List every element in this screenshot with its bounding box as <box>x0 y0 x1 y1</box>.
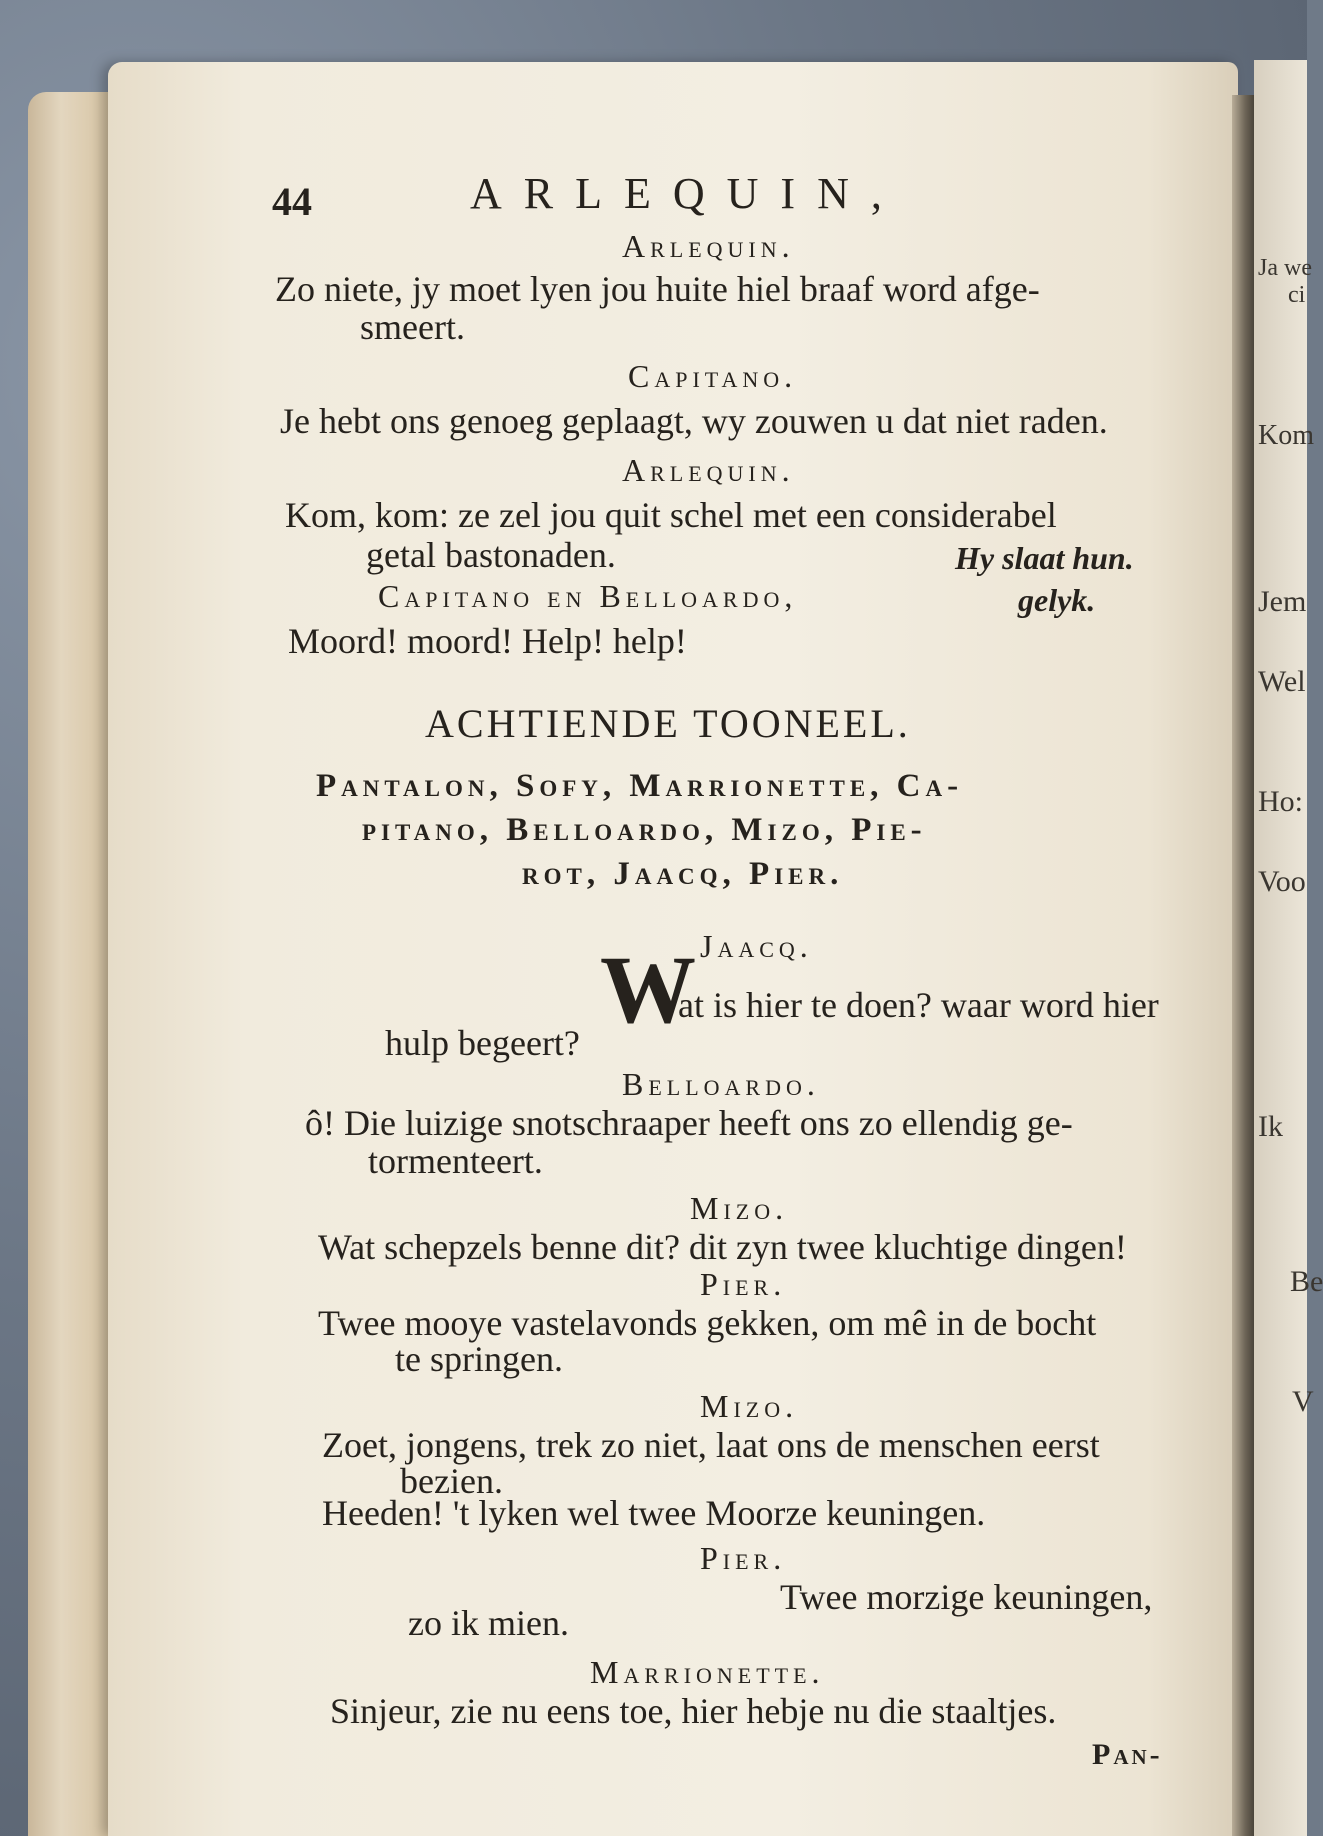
facing-page-fragment: Jem <box>1258 585 1307 618</box>
speaker-name: Jaacq. <box>700 928 813 964</box>
speaker-name: Capitano. <box>628 358 798 394</box>
speaker-name: Pier. <box>700 1266 787 1302</box>
dialogue-line: Sinjeur, zie nu eens toe, hier hebje nu die staaltjes. <box>330 1691 1057 1731</box>
running-head: ARLEQUIN, <box>470 169 904 218</box>
speaker-name: Capitano en Belloardo, <box>378 578 798 614</box>
dialogue-line: Zo niete, jy moet lyen jou huite hiel braaf word afge- <box>275 269 1040 309</box>
dialogue-line: Twee morzige keuningen, <box>780 1577 1153 1617</box>
scene-heading: ACHTIENDE TOONEEL. <box>425 701 911 746</box>
speaker-name: Mizo. <box>700 1388 799 1424</box>
stage-direction: Hy slaat hun. <box>955 540 1134 576</box>
cast-list-line: pitano, Belloardo, Mizo, Pie- <box>362 812 927 848</box>
dialogue-line: Twee mooye vastelavonds gekken, om mê in de bocht <box>318 1303 1097 1343</box>
dialogue-line: getal bastonaden. <box>366 535 616 575</box>
facing-page-fragment: Ik <box>1258 1110 1283 1143</box>
facing-page-fragment: Voo <box>1258 865 1306 898</box>
facing-page-fragment: ci <box>1288 282 1306 308</box>
dialogue-line: tormenteert. <box>368 1141 543 1181</box>
dialogue-line: smeert. <box>360 307 465 347</box>
speaker-name: Arlequin. <box>622 452 795 488</box>
dialogue-line: hulp begeert? <box>385 1023 580 1063</box>
dialogue-line: ô! Die luizige snotschraaper heeft ons zo ellendig ge- <box>305 1103 1073 1143</box>
dialogue-line: bezien. <box>400 1461 503 1501</box>
speaker-name: Belloardo. <box>622 1066 820 1102</box>
catchword: Pan- <box>1092 1738 1163 1771</box>
facing-page-fragment: Kom <box>1258 420 1314 451</box>
facing-page-fragment: Ja we <box>1258 255 1312 281</box>
facing-page <box>1254 60 1307 1836</box>
speaker-note: gelyk. <box>1018 582 1096 618</box>
speaker-name: Pier. <box>700 1540 787 1576</box>
facing-page-fragment: Wel <box>1258 665 1306 698</box>
dialogue-line: Kom, kom: ze zel jou quit schel met een considerabel <box>285 495 1057 535</box>
dialogue-line: Je hebt ons genoeg geplaagt, wy zouwen u dat niet raden. <box>280 401 1108 441</box>
facing-page-fragment: V <box>1292 1385 1314 1418</box>
dialogue-line: Heeden! 't lyken wel twee Moorze keuningen. <box>322 1493 986 1533</box>
book-gutter <box>1232 95 1254 1836</box>
speaker-name: Marrionette. <box>590 1654 825 1690</box>
cast-list-line: rot, Jaacq, Pier. <box>522 856 844 892</box>
dialogue-line: zo ik mien. <box>408 1603 569 1643</box>
cast-list-line: Pantalon, Sofy, Marrionette, Ca- <box>316 768 964 804</box>
dialogue-line: Moord! moord! Help! help! <box>288 621 687 661</box>
dialogue-line: Zoet, jongens, trek zo niet, laat ons de menschen eerst <box>322 1425 1100 1465</box>
facing-page-fragment: Be <box>1290 1265 1323 1298</box>
speaker-name: Arlequin. <box>622 228 795 264</box>
speaker-name: Mizo. <box>690 1190 789 1226</box>
dialogue-line: te springen. <box>395 1339 563 1379</box>
dialogue-line: at is hier te doen? waar word hier <box>678 985 1159 1025</box>
page-number: 44 <box>272 179 312 224</box>
facing-page-fragment: Ho: <box>1258 785 1303 818</box>
dialogue-line: Wat schepzels benne dit? dit zyn twee kluchtige dingen! <box>318 1227 1127 1267</box>
drop-cap: W <box>600 936 696 1043</box>
